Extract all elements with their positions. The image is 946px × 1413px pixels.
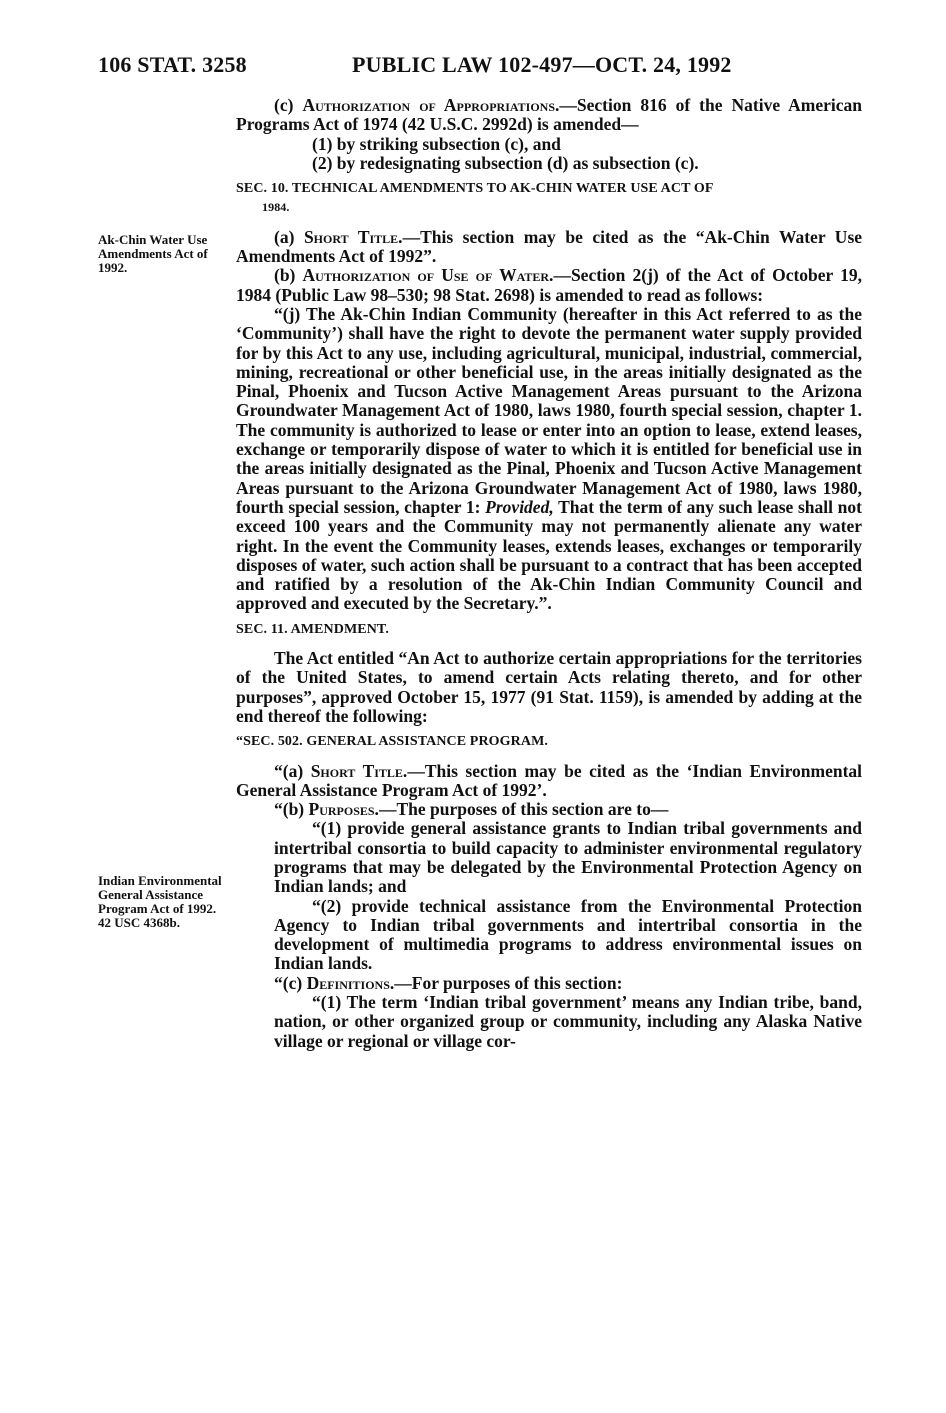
sec502-purpose-2: “(2) provide technical assistance from the Environmental Protection Agency to Indian tribal governments and intertribal consortia in the development of multimedia programs to address environmental issues on Indian lands. (274, 895, 862, 974)
auth-item-1: (1) by striking subsection (c), and (312, 133, 561, 154)
sec10-subsection-j: “(j) The Ak-Chin Indian Community (hereafter in this Act referred to as the ‘Community’) shall have the right to devote the permanent water supply provided for by this Act to any use, including agricultural, municipal, industrial, commercial, mining, recreational or other beneficial use, in the areas initially designated as the Pinal, Phoenix and Tucson Active Management Areas pursuant to the Arizona Groundwater Management Act of 1980, laws 1980, fourth special session, chapter 1. The community is authorized to lease or enter into an option to lease, extend leases, exchange or temporarily dispose of water to which it is entitled for beneficial use in the areas initially designated as the Pinal, Phoenix and Tucson Active Management Areas pursuant to the Arizona Groundwater Management Act of 1980, laws 1980, fourth special session, chapter 1: Provided, That the term of any such lease shall not exceed 100 years and the Community may not permanently alienate any water right. In the event the Community leases, extends leases, exchanges or temporarily disposes of water, such action shall be pursuant to a contract that has been accepted and ratified by a resolution of the Ak-Chin Indian Community Council and approved and executed by the Secretary.”. (236, 303, 862, 614)
auth-item-2: (2) by redesignating subsection (d) as subsection (c). (312, 152, 699, 173)
sec502-short-title: “(a) Short Title.—This section may be cited as the ‘Indian Environmental General Assistance Program Act of 1992’. (236, 760, 863, 800)
sec502-definition-1: “(1) The term ‘Indian tribal government’ means any Indian tribe, band, nation, or other organized group or community, including any Alaska Native village or regional or village cor- (274, 992, 862, 1051)
body-text (236, 96, 862, 1051)
margin-note-akchin: Ak-Chin Water Use Amendments Act of 1992. (98, 232, 208, 275)
page-title: PUBLIC LAW 102-497—OCT. 24, 1992 (352, 52, 732, 77)
sec10-short-title: (a) Short Title.—This section may be cited as the “Ak-Chin Water Use Amendments Act of 1992”. (236, 226, 863, 267)
sec502-purpose-1: “(1) provide general assistance grants to Indian tribal governments and intertribal consortia to build capacity to administer environmental regulatory programs that may be delegated by the Environmental Protection Agency on Indian lands; and (274, 818, 862, 897)
margin-note-usc: 42 USC 4368b. (98, 915, 180, 930)
margin-note-indian-env-title: Indian Environmental General Assistance Program Act of 1992. (98, 873, 222, 916)
sec11-text: The Act entitled “An Act to authorize certain appropriations for the territories of the United States, to amend certain Acts relating thereto, and for other purposes”, approved October 15, 1977 (91 Stat. 1159), is amended by adding at the end thereof the following: (236, 648, 862, 726)
sec502-definitions: “(c) Definitions.—For purposes of this section: (274, 972, 623, 993)
statute-citation: 106 STAT. 3258 (98, 52, 247, 77)
section-11-heading: SEC. 11. AMENDMENT. (236, 621, 389, 637)
section-502-heading: “SEC. 502. GENERAL ASSISTANCE PROGRAM. (236, 734, 548, 750)
sec10-authorization: (b) Authorization of Use of Water.—Section 2(j) of the Act of October 19, 1984 (Public Law 98–530; 98 Stat. 2698) is amended to read as follows: (236, 265, 863, 305)
auth-paragraph: (c) Authorization of Appropriations.—Section 816 of the Native American Programs Act of 1974 (42 U.S.C. 2992d) is amended— (236, 95, 862, 135)
sec502-purposes: “(b) Purposes.—The purposes of this section are to— (274, 799, 669, 820)
section-10-heading: SEC. 10. TECHNICAL AMENDMENTS TO AK-CHIN WATER USE ACT OF 1984. (236, 181, 714, 215)
margin-note-indian-env (98, 874, 228, 930)
